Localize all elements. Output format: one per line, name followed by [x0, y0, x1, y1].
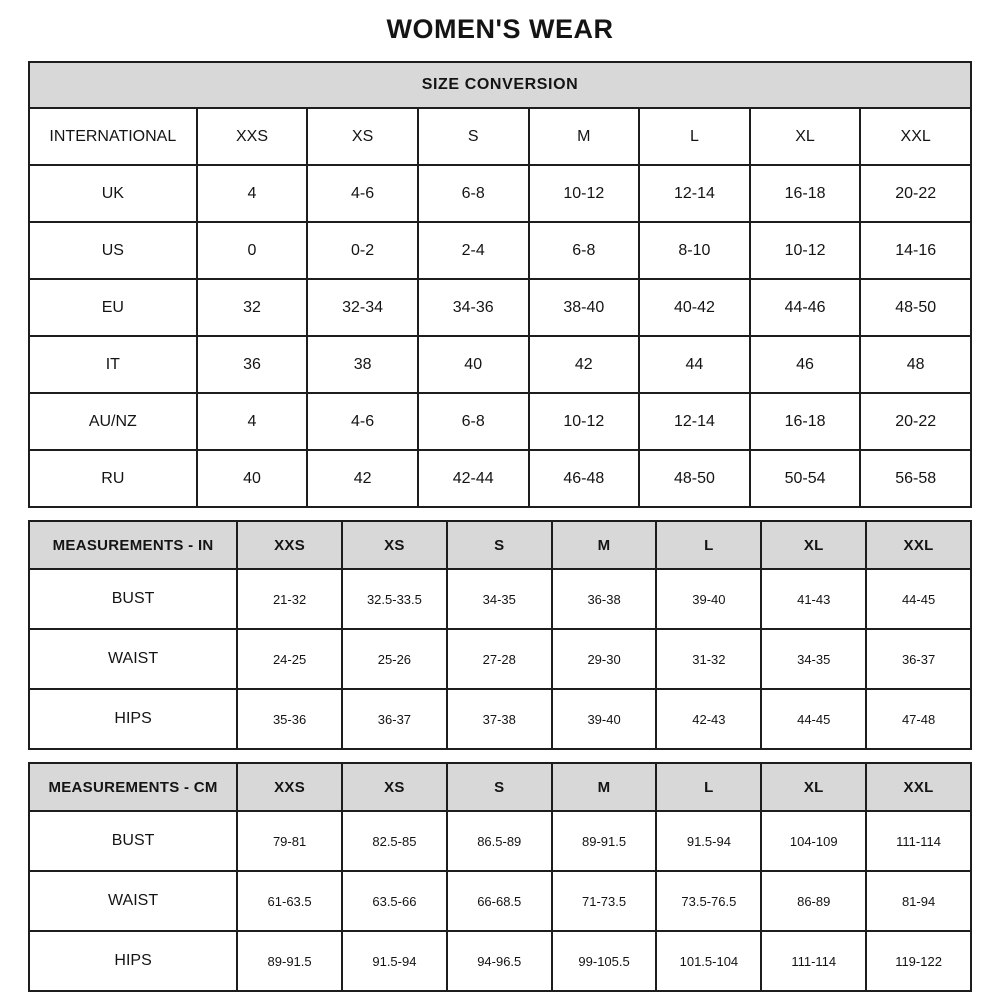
- row-label-cell: BUST: [29, 569, 237, 629]
- row-label-cell: AU/NZ: [29, 393, 197, 450]
- value-cell: 104-109: [761, 811, 866, 871]
- measurements-cm-table: [28, 762, 972, 992]
- column-header-cell: MEASUREMENTS - CM: [29, 763, 237, 811]
- row-label-cell: INTERNATIONAL: [29, 108, 197, 165]
- value-cell: 16-18: [750, 393, 861, 450]
- value-cell: 36-37: [342, 689, 447, 749]
- value-cell: 86.5-89: [447, 811, 552, 871]
- size-conversion-header: SIZE CONVERSION: [29, 62, 971, 108]
- column-header-cell: L: [656, 521, 761, 569]
- value-cell: 38-40: [529, 279, 640, 336]
- value-cell: 36-37: [866, 629, 971, 689]
- measurements-cm-row: [29, 763, 971, 811]
- value-cell: 10-12: [529, 393, 640, 450]
- value-cell: 14-16: [860, 222, 971, 279]
- value-cell: 101.5-104: [656, 931, 761, 991]
- value-cell: 89-91.5: [552, 811, 657, 871]
- row-label-cell: UK: [29, 165, 197, 222]
- measurements-cm-row: [29, 811, 971, 871]
- value-cell: 44-45: [866, 569, 971, 629]
- value-cell: L: [639, 108, 750, 165]
- row-label-cell: WAIST: [29, 629, 237, 689]
- value-cell: 81-94: [866, 871, 971, 931]
- row-label-cell: HIPS: [29, 931, 237, 991]
- value-cell: 0: [197, 222, 308, 279]
- value-cell: 94-96.5: [447, 931, 552, 991]
- value-cell: 46: [750, 336, 861, 393]
- size-conversion-row: [29, 222, 971, 279]
- measurements-in-row: [29, 569, 971, 629]
- value-cell: 79-81: [237, 811, 342, 871]
- value-cell: 111-114: [866, 811, 971, 871]
- value-cell: 36: [197, 336, 308, 393]
- value-cell: 25-26: [342, 629, 447, 689]
- row-label-cell: HIPS: [29, 689, 237, 749]
- value-cell: 27-28: [447, 629, 552, 689]
- value-cell: 42: [529, 336, 640, 393]
- column-header-cell: S: [447, 763, 552, 811]
- value-cell: 4-6: [307, 165, 418, 222]
- value-cell: 39-40: [656, 569, 761, 629]
- value-cell: 48-50: [639, 450, 750, 507]
- value-cell: XS: [307, 108, 418, 165]
- size-conversion-row: [29, 336, 971, 393]
- column-header-cell: L: [656, 763, 761, 811]
- size-conversion-row: [29, 165, 971, 222]
- size-conversion-row: [29, 393, 971, 450]
- value-cell: 41-43: [761, 569, 866, 629]
- value-cell: 44-46: [750, 279, 861, 336]
- size-conversion-row: [29, 450, 971, 507]
- measurements-in-row: [29, 689, 971, 749]
- column-header-cell: XS: [342, 521, 447, 569]
- value-cell: 36-38: [552, 569, 657, 629]
- value-cell: 29-30: [552, 629, 657, 689]
- value-cell: 35-36: [237, 689, 342, 749]
- value-cell: 16-18: [750, 165, 861, 222]
- value-cell: 6-8: [418, 165, 529, 222]
- value-cell: 63.5-66: [342, 871, 447, 931]
- value-cell: 10-12: [529, 165, 640, 222]
- column-header-cell: S: [447, 521, 552, 569]
- value-cell: 6-8: [418, 393, 529, 450]
- value-cell: 46-48: [529, 450, 640, 507]
- value-cell: 48-50: [860, 279, 971, 336]
- column-header-cell: M: [552, 763, 657, 811]
- value-cell: 89-91.5: [237, 931, 342, 991]
- value-cell: 91.5-94: [342, 931, 447, 991]
- column-header-cell: M: [552, 521, 657, 569]
- value-cell: 73.5-76.5: [656, 871, 761, 931]
- value-cell: 4-6: [307, 393, 418, 450]
- measurements-in-table: [28, 520, 972, 750]
- column-header-cell: XL: [761, 763, 866, 811]
- measurements-cm-row: [29, 931, 971, 991]
- size-conversion-table: [28, 61, 972, 508]
- value-cell: 21-32: [237, 569, 342, 629]
- value-cell: 2-4: [418, 222, 529, 279]
- value-cell: 32-34: [307, 279, 418, 336]
- value-cell: 20-22: [860, 165, 971, 222]
- value-cell: 71-73.5: [552, 871, 657, 931]
- value-cell: 12-14: [639, 393, 750, 450]
- value-cell: 37-38: [447, 689, 552, 749]
- value-cell: 4: [197, 393, 308, 450]
- row-label-cell: US: [29, 222, 197, 279]
- value-cell: 8-10: [639, 222, 750, 279]
- value-cell: 32.5-33.5: [342, 569, 447, 629]
- row-label-cell: WAIST: [29, 871, 237, 931]
- row-label-cell: RU: [29, 450, 197, 507]
- value-cell: 24-25: [237, 629, 342, 689]
- value-cell: 44: [639, 336, 750, 393]
- column-header-cell: XXL: [866, 763, 971, 811]
- size-conversion-header-row: [29, 62, 971, 108]
- size-conversion-row: [29, 279, 971, 336]
- value-cell: 38: [307, 336, 418, 393]
- value-cell: 20-22: [860, 393, 971, 450]
- row-label-cell: IT: [29, 336, 197, 393]
- value-cell: 10-12: [750, 222, 861, 279]
- value-cell: 42: [307, 450, 418, 507]
- column-header-cell: XS: [342, 763, 447, 811]
- value-cell: 119-122: [866, 931, 971, 991]
- value-cell: 61-63.5: [237, 871, 342, 931]
- value-cell: 99-105.5: [552, 931, 657, 991]
- value-cell: 40-42: [639, 279, 750, 336]
- value-cell: 32: [197, 279, 308, 336]
- value-cell: 48: [860, 336, 971, 393]
- column-header-cell: XXL: [866, 521, 971, 569]
- value-cell: 91.5-94: [656, 811, 761, 871]
- value-cell: 50-54: [750, 450, 861, 507]
- value-cell: 86-89: [761, 871, 866, 931]
- value-cell: XL: [750, 108, 861, 165]
- value-cell: 39-40: [552, 689, 657, 749]
- value-cell: 6-8: [529, 222, 640, 279]
- size-conversion-row: [29, 108, 971, 165]
- measurements-cm-row: [29, 871, 971, 931]
- value-cell: 12-14: [639, 165, 750, 222]
- value-cell: 42-44: [418, 450, 529, 507]
- row-label-cell: BUST: [29, 811, 237, 871]
- value-cell: 4: [197, 165, 308, 222]
- row-label-cell: EU: [29, 279, 197, 336]
- measurements-in-row: [29, 629, 971, 689]
- value-cell: 66-68.5: [447, 871, 552, 931]
- value-cell: 42-43: [656, 689, 761, 749]
- column-header-cell: XL: [761, 521, 866, 569]
- page-title: WOMEN'S WEAR: [386, 14, 614, 44]
- value-cell: 111-114: [761, 931, 866, 991]
- value-cell: XXL: [860, 108, 971, 165]
- value-cell: 34-36: [418, 279, 529, 336]
- value-cell: 44-45: [761, 689, 866, 749]
- value-cell: 47-48: [866, 689, 971, 749]
- value-cell: 34-35: [447, 569, 552, 629]
- column-header-cell: MEASUREMENTS - IN: [29, 521, 237, 569]
- column-header-cell: XXS: [237, 521, 342, 569]
- value-cell: XXS: [197, 108, 308, 165]
- value-cell: 40: [197, 450, 308, 507]
- value-cell: 40: [418, 336, 529, 393]
- value-cell: M: [529, 108, 640, 165]
- value-cell: 82.5-85: [342, 811, 447, 871]
- measurements-in-row: [29, 521, 971, 569]
- value-cell: S: [418, 108, 529, 165]
- value-cell: 31-32: [656, 629, 761, 689]
- value-cell: 56-58: [860, 450, 971, 507]
- value-cell: 34-35: [761, 629, 866, 689]
- column-header-cell: XXS: [237, 763, 342, 811]
- value-cell: 0-2: [307, 222, 418, 279]
